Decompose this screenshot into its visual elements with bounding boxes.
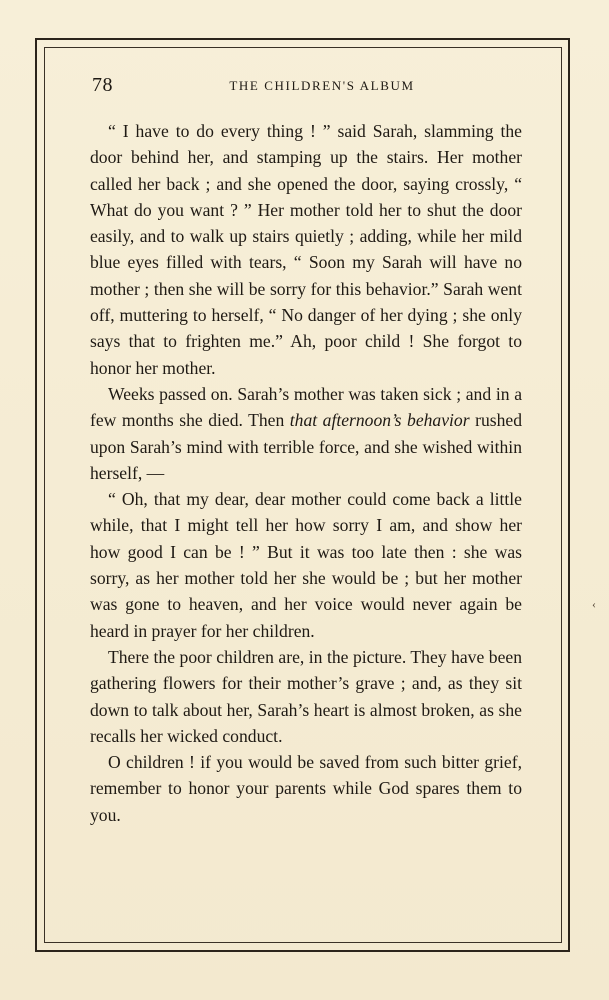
paragraph: [90, 118, 522, 381]
paragraph: [90, 486, 522, 644]
page-number: 78: [92, 74, 113, 96]
text-run: “ I have to do every thing ! ” said Sarah, slamming the door behind her, and stamping up the stairs. Her mother called her back ; and she opened the door, saying crossly, “ What do you want ? ” Her mother told her to shut the door easily, and to walk up stairs quietly ; adding, while her mild blue eyes filled with tears, “ Soon my Sarah will have no mother ; then she will be sorry for this behavior.” Sarah went off, muttering to herself, “ No danger of her dying ; she only says that to frighten me.” Ah, poor child ! She forgot to honor her mother.: [90, 121, 522, 378]
text-run: rushed upon Sarah’s mind with terrible force, and she wished within herself, —: [90, 410, 523, 483]
text-run: There the poor children are, in the picture. They have been gathering flowers for their mother’s grave ; and, as they sit down to talk about her, Sarah’s heart is almost broken, as she recalls her wicked conduct.: [90, 646, 522, 746]
text-run: Weeks passed on. Sarah’s mother was taken sick ; and in a few months she died. Then: [90, 383, 522, 431]
paragraph: [90, 644, 522, 749]
running-head: THE CHILDREN'S ALBUM: [229, 78, 415, 93]
margin-mark: ‹: [592, 597, 596, 611]
text-run: O children ! if you would be saved from such bitter grief, remember to honor your parents while God spares them to you.: [90, 752, 522, 825]
body-text: [90, 118, 522, 828]
paragraph: [90, 749, 522, 828]
italic-text: that afternoon’s behavior: [289, 410, 470, 431]
page-header: [92, 74, 522, 100]
paragraph: [90, 381, 522, 486]
text-run: “ Oh, that my dear, dear mother could come back a little while, that I might tell her how sorry I am, and show her how good I can be ! ” But it was too late then : she was sorry, as her mother told her she would be ; but her mother was gone to heaven, and her voice would never again be heard in prayer for her children.: [90, 489, 522, 641]
